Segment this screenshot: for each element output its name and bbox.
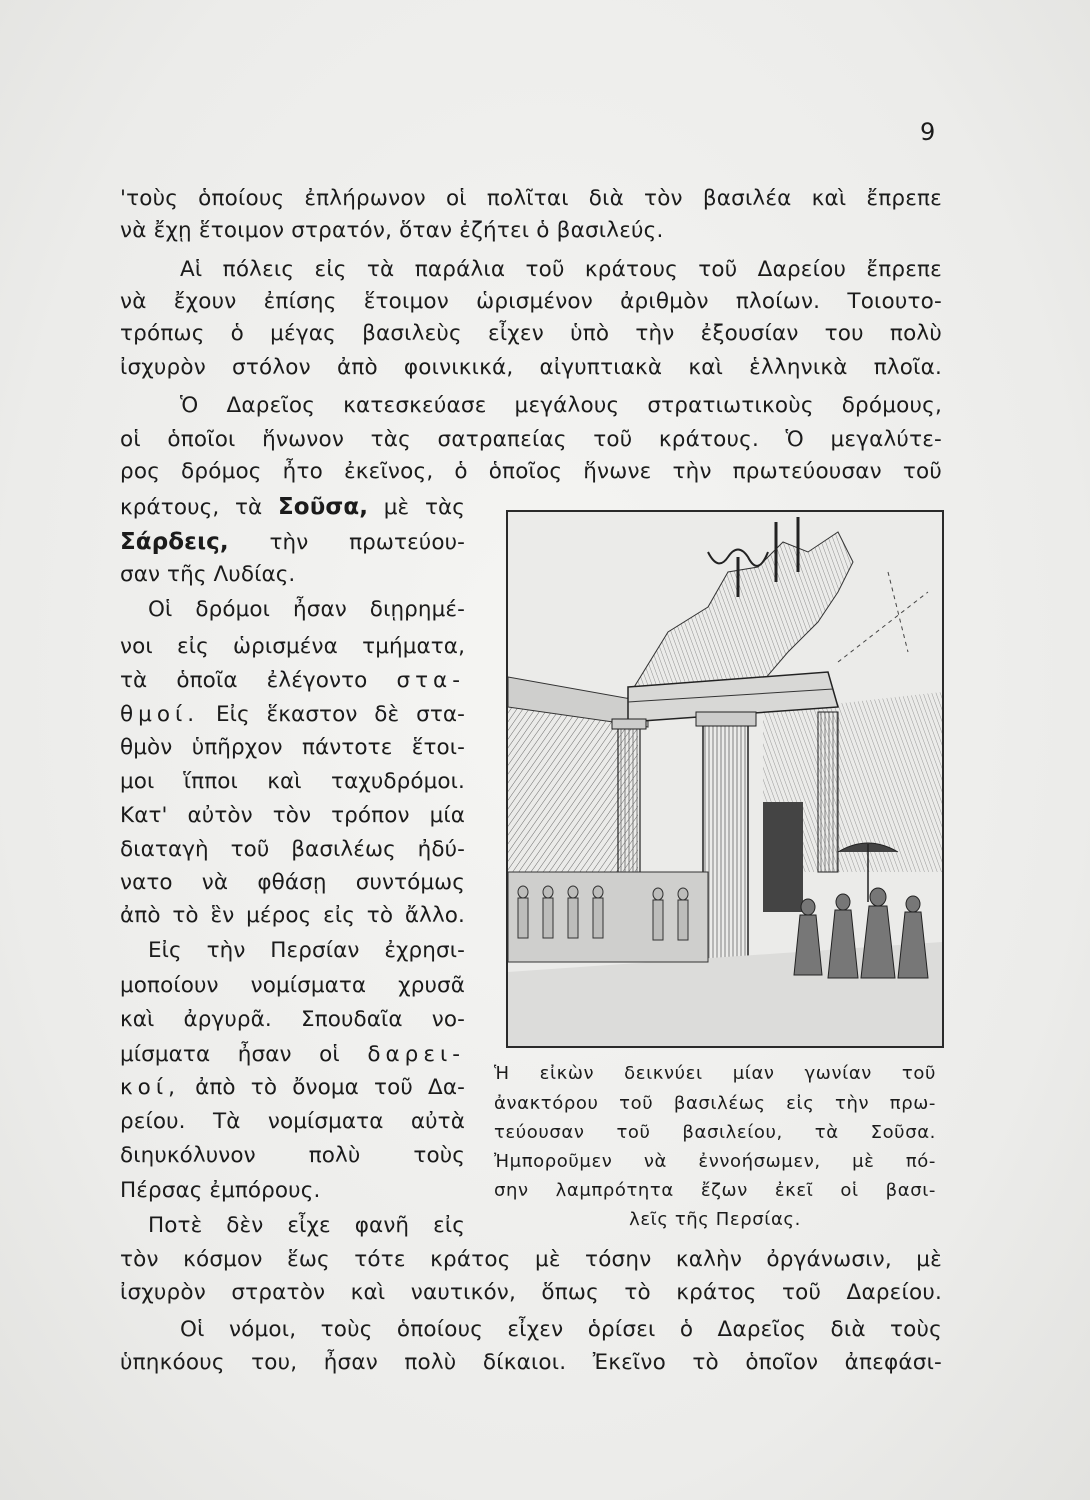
column-line: τὰ ὁποῖα ἐλέγοντο στα- (120, 668, 465, 693)
figure-caption-line: λεῖς τῆς Περσίας. (629, 1209, 801, 1230)
text-line: ἰσχυρὸν στόλον ἀπὸ φοινικικά, αἰγυπτιακὰ καὶ ἑλληνικὰ πλοῖα. (120, 355, 942, 380)
figure-caption-line: τεύουσαν τοῦ βασιλείου, τὰ Σοῦσα. (494, 1122, 936, 1143)
figure-caption-line: σην λαμπρότητα ἔζων ἐκεῖ οἱ βασι- (494, 1180, 936, 1201)
column-line: διαταγὴ τοῦ βασιλέως ἠδύ- (120, 837, 465, 862)
column-line: ρείου. Τὰ νομίσματα αὐτὰ (120, 1109, 465, 1134)
column-line: Πέρσας ἐμπόρους. (120, 1178, 321, 1203)
column-line: καὶ ἀργυρᾶ. Σπουδαῖα νο- (120, 1007, 465, 1032)
text-line: ρος δρόμος ἦτο ἐκεῖνος, ὁ ὁποῖος ἥνωνε τὴν πρωτεύουσαν τοῦ (120, 459, 942, 484)
palace-engraving (508, 512, 942, 1046)
text-line: Οἱ νόμοι, τοὺς ὁποίους εἶχεν ὁρίσει ὁ Δαρεῖος διὰ τοὺς (180, 1317, 942, 1342)
column-line: διηυκόλυνον πολὺ τοὺς (120, 1143, 465, 1168)
column-line: νοι εἰς ὡρισμένα τμήματα, (120, 634, 465, 659)
text-line: νὰ ἔχουν ἐπίσης ἕτοιμον ὡρισμένον ἀριθμὸν πλοίων. Τοιουτο- (120, 289, 942, 314)
text-line: ὑπηκόους του, ἦσαν πολὺ δίκαιοι. Ἐκεῖνο τὸ ὁποῖον ἀπεφάσι- (120, 1350, 942, 1375)
column-line: Κατ' αὐτὸν τὸν τρόπον μία (120, 803, 465, 828)
column-line: μοι ἵπποι καὶ ταχυδρόμοι. (120, 769, 465, 794)
text-line: τὸν κόσμον ἕως τότε κράτος μὲ τόσην καλὴν ὀργάνωσιν, μὲ (120, 1247, 942, 1272)
column-line: μοποίουν νομίσματα χρυσᾶ (120, 973, 465, 998)
text-line: τρόπως ὁ μέγας βασιλεὺς εἶχεν ὑπὸ τὴν ἐξουσίαν του πολὺ (120, 321, 942, 346)
column-line: Εἰς τὴν Περσίαν ἐχρησι- (148, 938, 465, 963)
column-line: Ποτὲ δὲν εἶχε φανῆ εἰς (148, 1213, 465, 1238)
column-line: σαν τῆς Λυδίας. (120, 562, 296, 587)
text-line: νὰ ἔχῃ ἕτοιμον στρατόν, ὅταν ἐζήτει ὁ βασιλεύς. (120, 218, 664, 243)
text-line: 'τοὺς ὁποίους ἐπλήρωνον οἱ πολῖται διὰ τὸν βασιλέα καὶ ἔπρεπε (120, 186, 942, 211)
text-line: Ὁ Δαρεῖος κατεσκεύασε μεγάλους στρατιωτικοὺς δρόμους, (180, 393, 942, 418)
text-line: οἱ ὁποῖοι ἥνωνον τὰς σατραπείας τοῦ κράτους. Ὁ μεγαλύτε- (120, 427, 942, 452)
column-line: μίσματα ἦσαν οἱ δαρει- (120, 1042, 465, 1067)
text-line: ἰσχυρὸν στρατὸν καὶ ναυτικόν, ὅπως τὸ κράτος τοῦ Δαρείου. (120, 1280, 942, 1305)
column-line: θμοί. Εἰς ἕκαστον δὲ στα- (120, 702, 465, 727)
text-line: Αἱ πόλεις εἰς τὰ παράλια τοῦ κράτους τοῦ Δαρείου ἔπρεπε (180, 257, 942, 282)
column-line: κράτους, τὰ Σοῦσα, μὲ τὰς (120, 494, 466, 520)
column-line: Οἱ δρόμοι ἦσαν διῃρημέ- (148, 597, 465, 622)
column-line: κοί, ἀπὸ τὸ ὄνομα τοῦ Δα- (120, 1075, 465, 1100)
palace-illustration (506, 510, 944, 1048)
column-line: νατο νὰ φθάσῃ συντόμως (120, 870, 465, 895)
column-line: θμὸν ὑπῆρχον πάντοτε ἕτοι- (120, 735, 465, 760)
figure-caption-line: Ἡ εἰκὼν δεικνύει μίαν γωνίαν τοῦ (494, 1063, 936, 1084)
column-line: ἀπὸ τὸ ἓν μέρος εἰς τὸ ἄλλο. (120, 903, 465, 928)
figure-caption-line: Ἠμποροῦμεν νὰ ἐννοήσωμεν, μὲ πό- (494, 1151, 936, 1172)
page-number: 9 (920, 118, 936, 146)
figure-caption-line: ἀνακτόρου τοῦ βασιλέως εἰς τὴν πρω- (494, 1093, 936, 1114)
column-line: Σάρδεις, τὴν πρωτεύου- (120, 529, 465, 555)
